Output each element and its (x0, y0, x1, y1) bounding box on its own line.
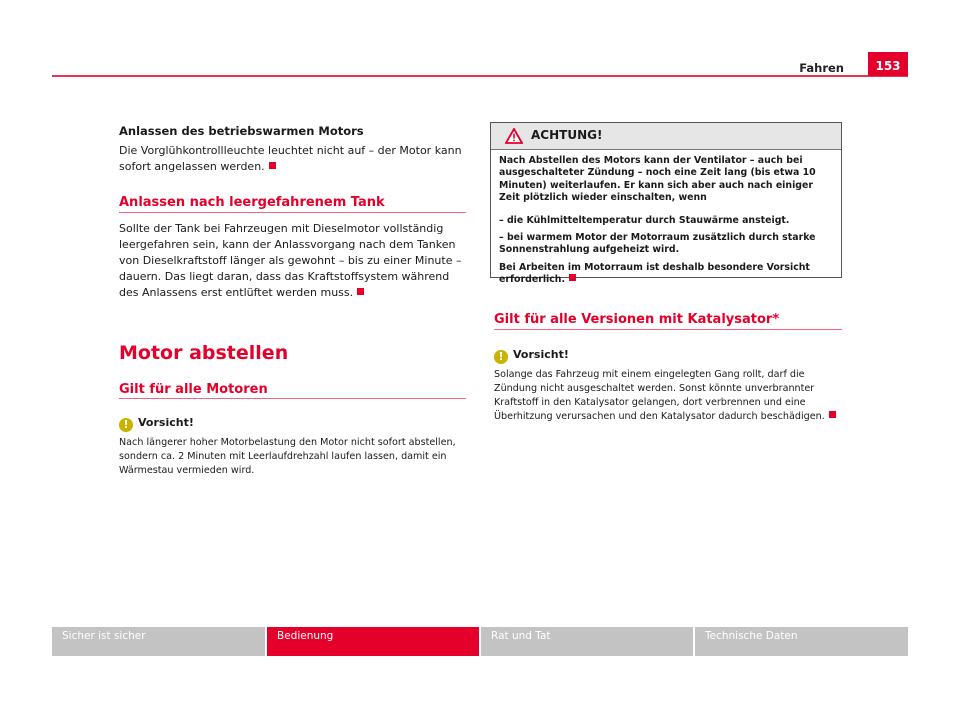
warning-paragraph-3: – bei warmem Motor der Motorraum zusätzlich durch starke Sonnenstrahlung aufgeheizt wird. (499, 232, 816, 256)
warning-title: ACHTUNG! (531, 128, 603, 142)
section-all-engines: Gilt für alle Motoren (119, 382, 268, 397)
caution-heading-left: ! Vorsicht! (119, 416, 194, 432)
end-mark-icon (829, 411, 836, 418)
footer-tab-technische-daten[interactable]: Technische Daten (695, 627, 908, 656)
page-number-badge: 153 (868, 52, 908, 76)
warning-paragraph-4: Bei Arbeiten im Motorraum ist deshalb besondere Vorsicht erforderlich. (499, 262, 810, 286)
end-mark-icon (269, 162, 276, 169)
end-mark-icon (569, 274, 576, 281)
warning-paragraph-1: Nach Abstellen des Motors kann der Ventilator – auch bei ausgeschalteter Zündung – noch eine Zeit lang (bis etwa 10 Minuten) weiterlaufen. Er kann sich aber auch nach einiger Zeit plötzlich wieder einschalten, wenn (499, 155, 816, 203)
caution-icon: ! (494, 350, 508, 364)
caution-text-right: Solange das Fahrzeug mit einem eingelegten Gang rollt, darf die Zündung nicht ausgeschaltet werden. Sonst könnte unverbrannter Kraftstoff in den Katalysator gelangen, dort verbrennen und eine Überhitzung verursachen und den Katalysator dadurch beschädigen. (494, 368, 844, 424)
footer-tab-bedienung[interactable]: Bedienung (267, 627, 479, 656)
section-empty-tank: Anlassen nach leergefahrenem Tank (119, 195, 385, 210)
warning-triangle-icon (505, 128, 523, 144)
heading-warm-engine: Anlassen des betriebswarmen Motors (119, 124, 364, 138)
section-rule (119, 212, 466, 213)
end-mark-icon (357, 288, 364, 295)
caution-text-left: Nach längerer hoher Motorbelastung den Motor nicht sofort abstellen, sondern ca. 2 Minuten mit Leerlaufdrehzahl laufen lassen, damit ein Wärmestau vermieden wird. (119, 437, 456, 476)
chapter-title: Fahren (799, 61, 844, 75)
para-empty-tank: Sollte der Tank bei Fahrzeugen mit Dieselmotor vollständig leergefahren sein, kann der Anlassvorgang nach dem Tanken von Dieselkraftstoff länger als gewohnt – bis zu einer Minute – dauern. Das liegt daran, dass das Kraftstoffsystem während des Anlassens erst entlüftet werden muss. (119, 222, 462, 299)
footer-tab-rat-und-tat[interactable]: Rat und Tat (481, 627, 693, 656)
caution-icon: ! (119, 418, 133, 432)
section-catalyst: Gilt für alle Versionen mit Katalysator* (494, 312, 780, 327)
title-motor-abstellen: Motor abstellen (119, 342, 289, 364)
para-warm-engine: Die Vorglühkontrollleuchte leuchtet nicht auf – der Motor kann sofort angelassen werden. (119, 144, 462, 173)
footer-tab-sicher[interactable]: Sicher ist sicher (52, 627, 265, 656)
header-rule (52, 75, 908, 77)
warning-paragraph-2: – die Kühlmitteltemperatur durch Stauwärme ansteigt. (499, 215, 790, 226)
warning-box (490, 122, 842, 286)
warning-header (491, 123, 841, 150)
caution-heading-right: ! Vorsicht! (494, 348, 569, 364)
section-rule (119, 398, 466, 399)
section-rule (494, 329, 842, 330)
